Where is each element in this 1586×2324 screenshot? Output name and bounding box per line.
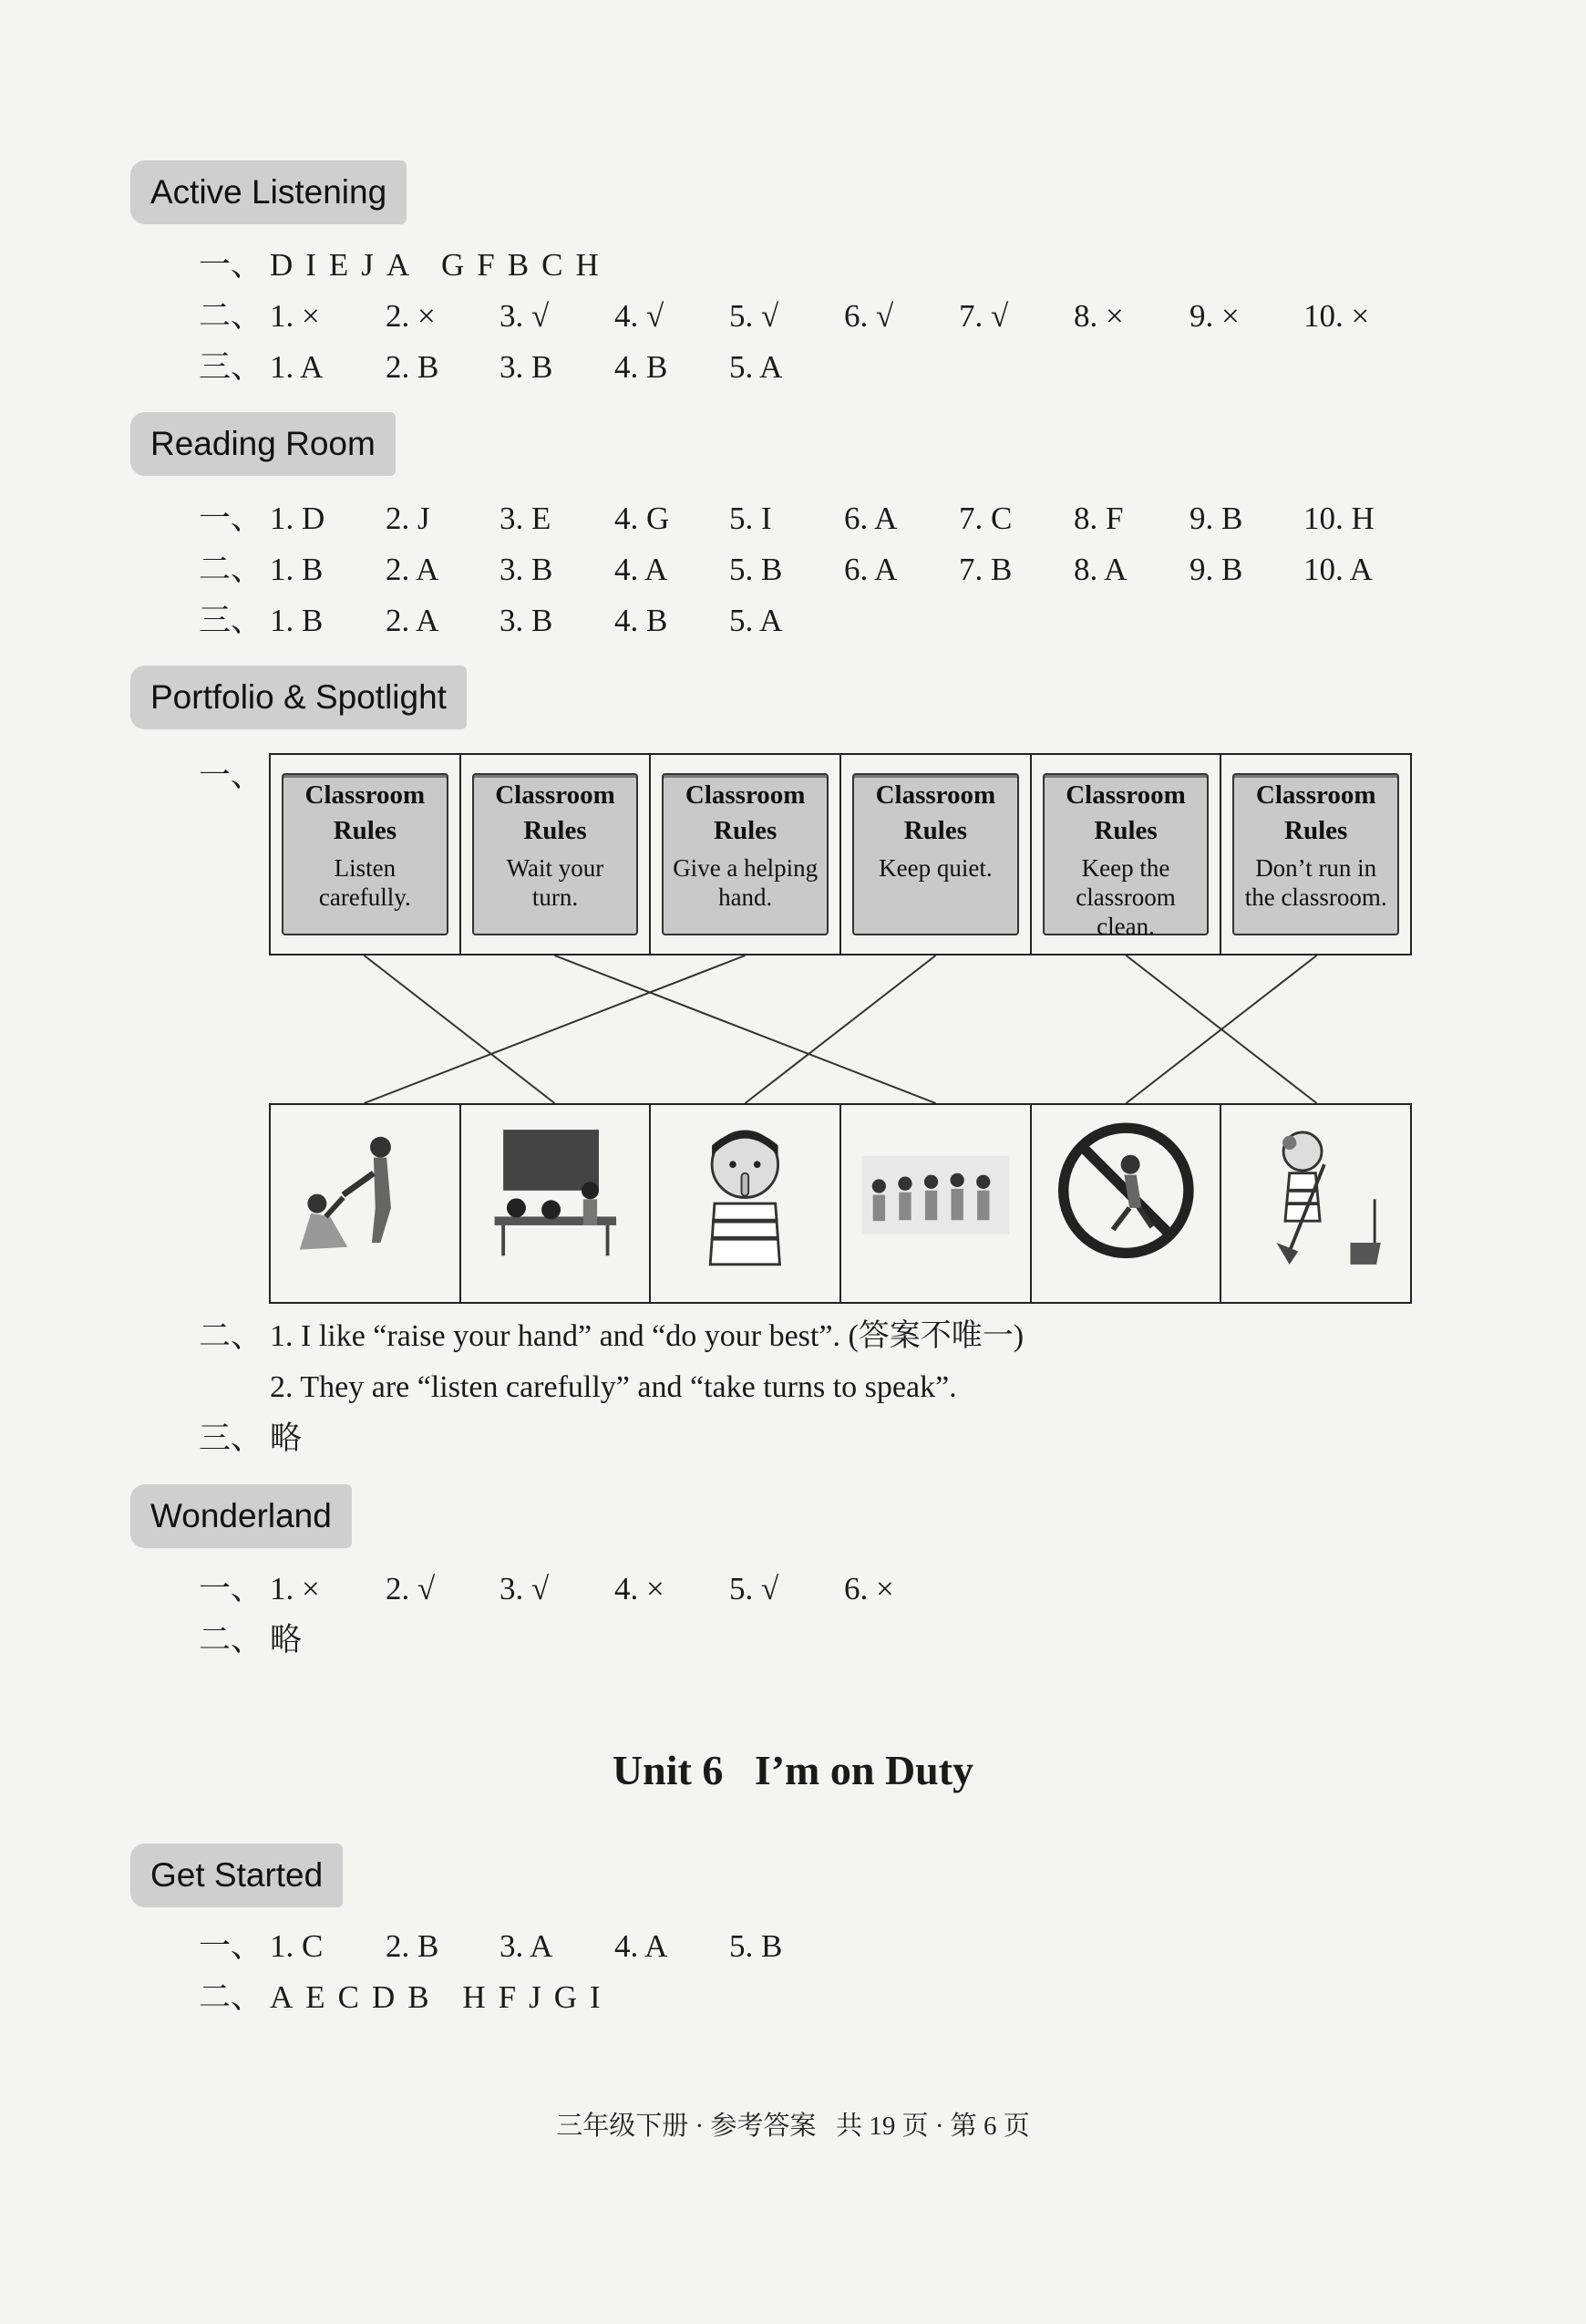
section-title-reading-room: Reading Room	[130, 412, 396, 476]
wl-q1-answer-4: 4. ×	[614, 1571, 664, 1606]
al-q2-answer-2: 2. ×	[386, 298, 436, 334]
rule-card-title: Classroom	[875, 780, 996, 810]
rr-q2-answer-4: 4. A	[614, 552, 668, 587]
al-q3-answer-1: 1. A	[270, 349, 324, 385]
rule-card-title: Classroom	[1255, 780, 1376, 810]
rr-q2-answer-1: 1. B	[270, 552, 324, 587]
rr-q2-answer-7: 7. B	[959, 552, 1013, 587]
rule-card-cell	[1032, 755, 1222, 954]
picture-cell	[271, 1105, 461, 1302]
rr-q1-answer-5: 5. I	[729, 501, 772, 536]
rule-cards-grid	[269, 753, 1412, 955]
al-q2-answer-6: 6. √	[844, 298, 894, 334]
rr-q2-answer-9: 9. B	[1190, 552, 1243, 587]
al-q2-answer-1: 1. ×	[270, 298, 320, 334]
wl-q1-answer-5: 5. √	[729, 1571, 779, 1606]
pictures-grid	[269, 1103, 1412, 1304]
rule-card-title: Classroom	[304, 780, 426, 810]
al-q2-answer-8: 8. ×	[1074, 298, 1124, 334]
rr-q1-answer-3: 3. E	[499, 501, 551, 536]
rule-card-text: the classroom.	[1244, 883, 1387, 911]
rule-card	[472, 773, 639, 935]
rr-q3-answer-4: 4. B	[614, 603, 668, 638]
rr-q1-answer-7: 7. C	[959, 501, 1013, 536]
rr-q2-answer-2: 2. A	[386, 552, 439, 587]
rule-card-title: Rules	[333, 816, 396, 845]
al-q2-answer-3: 3. √	[499, 298, 550, 334]
rule-card-title: Rules	[714, 816, 778, 845]
waiting-turn-picture	[469, 1112, 643, 1273]
rr-q3-answer-1: 1. B	[270, 603, 324, 638]
rule-card-text: Keep quiet.	[879, 854, 993, 882]
rr-q2-answer-3: 3. B	[499, 552, 553, 587]
pf-q2-line1: 1. I like “raise your hand” and “do your best”. (答案不唯一)	[270, 1319, 1025, 1353]
rr-q3-answer-3: 3. B	[499, 603, 553, 638]
rule-card-text: Keep the	[1081, 854, 1170, 882]
rule-card-text: carefully.	[318, 883, 411, 911]
al-q2-answer-7: 7. √	[959, 298, 1009, 334]
picture-cell	[651, 1105, 841, 1302]
rr-q2-answer-6: 6. A	[844, 552, 898, 587]
gs-q1-answer-3: 3. A	[499, 1928, 553, 1964]
pf-q2-line2: 2. They are “listen carefully” and “take turns to speak”.	[270, 1370, 957, 1404]
al-q2-answer-10: 10. ×	[1303, 298, 1370, 334]
match-line	[746, 955, 936, 1103]
rr-q2-answer-10: 10. A	[1303, 552, 1373, 587]
rule-card-title: Classroom	[1066, 780, 1186, 810]
gs-q1-answer-1: 1. C	[270, 1928, 324, 1964]
rr-q1-answer-4: 4. G	[614, 501, 670, 536]
no-running-picture	[1039, 1112, 1213, 1273]
rr-q3-answer-2: 2. A	[386, 603, 439, 638]
rr-q1-answer-6: 6. A	[844, 501, 898, 536]
al-q3-answer-3: 3. B	[499, 349, 553, 385]
match-line	[365, 955, 746, 1103]
rule-card-title: Classroom	[685, 780, 806, 810]
helping-hand-picture	[278, 1112, 452, 1273]
rule-card	[282, 773, 448, 935]
section-title-portfolio: Portfolio & Spotlight	[130, 666, 467, 729]
matching-lines	[0, 955, 1586, 1103]
rule-card-cell	[1221, 755, 1410, 954]
keep-quiet-picture	[658, 1112, 832, 1273]
gs-q1-answer-2: 2. B	[386, 1928, 439, 1964]
rule-card-text: Give a helping	[673, 854, 819, 882]
gs-q1-answer-4: 4. A	[614, 1928, 668, 1964]
rule-card	[662, 773, 829, 935]
listen-carefully-picture	[849, 1112, 1023, 1273]
clean-classroom-picture	[1229, 1112, 1403, 1273]
rule-card-text: Wait your	[506, 854, 604, 882]
match-line	[555, 955, 936, 1103]
al-q3-answer-5: 5. A	[729, 349, 783, 385]
rr-q2-answer-5: 5. B	[729, 552, 783, 587]
rule-card	[1043, 773, 1210, 940]
al-q2-answer-5: 5. √	[729, 298, 779, 334]
rule-card-title: Rules	[903, 816, 967, 845]
rule-card	[852, 773, 1019, 935]
rr-q3-answer-5: 5. A	[729, 603, 783, 638]
rule-card-text: clean.	[1097, 913, 1155, 940]
section-title-get-started: Get Started	[130, 1844, 343, 1907]
rr-q1-answer-2: 2. J	[386, 501, 430, 536]
rule-card-text: hand.	[718, 883, 773, 911]
rule-card	[1232, 773, 1399, 935]
picture-cell	[461, 1105, 652, 1302]
wl-q1-answer-3: 3. √	[499, 1571, 550, 1606]
al-q2-answer-9: 9. ×	[1190, 298, 1240, 334]
al-q3-answer-4: 4. B	[614, 349, 668, 385]
rule-card-cell	[461, 755, 652, 954]
rule-card-text: Listen	[334, 854, 396, 882]
wl-q1-answer-2: 2. √	[386, 1571, 436, 1606]
rule-card-title: Classroom	[495, 780, 615, 810]
rr-q1-answer-9: 9. B	[1190, 501, 1243, 536]
picture-cell	[1221, 1105, 1410, 1302]
section-title-wonderland: Wonderland	[130, 1484, 352, 1548]
picture-cell	[1032, 1105, 1222, 1302]
rr-q1-answer-8: 8. F	[1074, 501, 1124, 536]
gs-q1-answer-5: 5. B	[729, 1928, 783, 1964]
rule-card-cell	[651, 755, 841, 954]
rule-card-title: Rules	[1284, 816, 1348, 845]
picture-cell	[841, 1105, 1032, 1302]
rr-q1-answer-1: 1. D	[270, 501, 325, 536]
match-line	[365, 955, 555, 1103]
rule-card-text: turn.	[531, 883, 579, 911]
wl-q1-answer-1: 1. ×	[270, 1571, 320, 1606]
unit-title: Unit 6 I’m on Duty	[612, 1747, 974, 1793]
rr-q2-answer-8: 8. A	[1074, 552, 1128, 587]
page-footer: 三年级下册 · 参考答案 共 19 页 · 第 6 页	[556, 2112, 1030, 2141]
wl-q1-answer-6: 6. ×	[844, 1571, 894, 1606]
al-q2-answer-4: 4. √	[614, 298, 664, 334]
rule-card-text: classroom	[1076, 883, 1176, 911]
rule-card-cell	[841, 755, 1032, 954]
section-title-active-listening: Active Listening	[130, 160, 407, 224]
rule-card-text: Don’t run in	[1255, 854, 1377, 882]
al-q3-answer-2: 2. B	[386, 349, 439, 385]
rule-card-title: Rules	[1094, 816, 1158, 845]
rule-card-title: Rules	[523, 816, 587, 845]
rr-q1-answer-10: 10. H	[1303, 501, 1375, 536]
rule-card-cell	[271, 755, 461, 954]
